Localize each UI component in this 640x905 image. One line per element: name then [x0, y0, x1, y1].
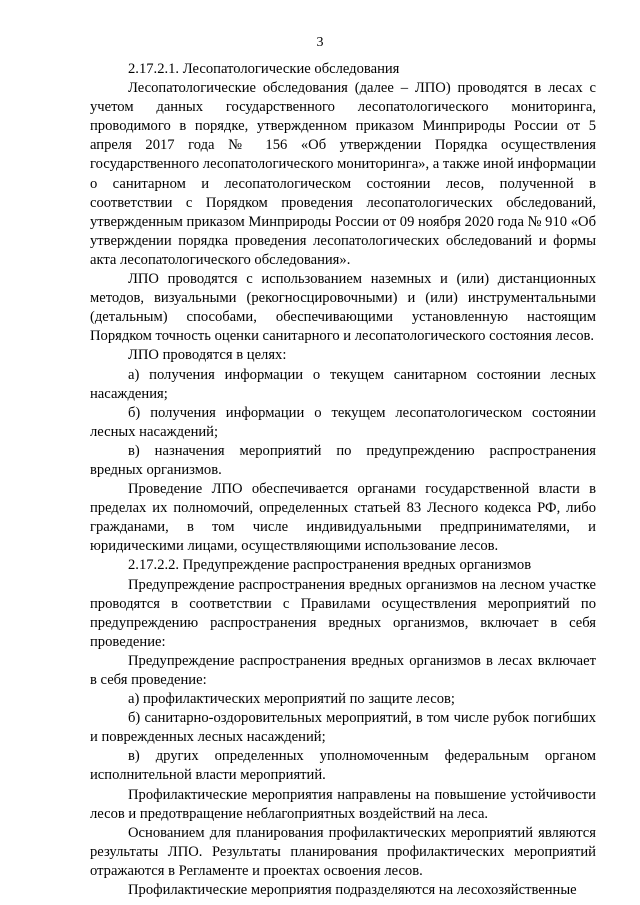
paragraph-prevention-forests: Предупреждение распространения вредных организмов в лесах включает в себя проведение:: [90, 652, 596, 688]
paragraph-planning-basis: Основанием для планирования профилактических мероприятий являются результаты ЛПО. Результаты планирования профилактических мероприятий отражаются в Регламенте и проектах освоения лесов.: [90, 824, 596, 879]
paragraph-lpo-definition: Лесопатологические обследования (далее – ЛПО) проводятся в лесах с учетом данных государственного лесопатологического мониторинга, проводимого в порядке, утвержденном приказом Минприроды России от 5 апреля 2017 года № 156 «Об утверждении Порядка осуществления государственного лесопатологического мониторинга», а также иной информации о санитарном и лесопатологическом состоянии лесов, полученной в соответствии с Порядком проведения лесопатологических обследований, утвержденным приказом Минприроды России от 09 ноября 2020 года № 910 «Об утверждении порядка проведения лесопатологических обследований и формы акта лесопатологического обследования».: [90, 80, 596, 268]
paragraph-lpo-provision: Проведение ЛПО обеспечивается органами государственной власти в пределах их полномочий, определенных статьей 83 Лесного кодекса РФ, либо гражданами, в том числе индивидуальными предпринимателями, и юридическими лицами, осуществляющими использование лесов.: [90, 481, 596, 555]
paragraph-lpo-methods: ЛПО проводятся с использованием наземных и (или) дистанционных методов, визуальными (рекогносцировочными) и (или) инструментальными (детальным) способами, обеспечивающими установленную настоящим Порядком точность оценки санитарного и лесопатологического состояния лесов.: [90, 271, 596, 345]
paragraph-preventive-measures: Профилактические мероприятия направлены на повышение устойчивости лесов и предотвращение неблагоприятных воздействий на леса.: [90, 786, 596, 822]
list-item-v-prevention: в) других определенных уполномоченным федеральным органом исполнительной власти мероприятий.: [90, 748, 596, 784]
list-item-v: в) назначения мероприятий по предупреждению распространения вредных организмов.: [90, 442, 596, 478]
paragraph-measures-division: Профилактические мероприятия подразделяются на лесохозяйственные: [128, 882, 577, 899]
list-item-b-prevention: б) санитарно-оздоровительных мероприятий, в том числе рубок погибших и поврежденных лесных насаждений;: [90, 710, 596, 746]
page-number: 3: [316, 35, 324, 50]
section-heading-2-17-2-2: 2.17.2.2. Предупреждение распространения вредных организмов: [128, 557, 532, 574]
list-item-a-prevention: а) профилактических мероприятий по защите лесов;: [128, 691, 455, 708]
document-body: [90, 60, 596, 900]
paragraph-lpo-purposes: ЛПО проводятся в целях:: [128, 347, 287, 364]
list-item-a: а) получения информации о текущем санитарном состоянии лесных насаждения;: [90, 366, 596, 402]
list-item-b: б) получения информации о текущем лесопатологическом состоянии лесных насаждений;: [90, 404, 596, 440]
section-heading-2-17-2-1: 2.17.2.1. Лесопатологические обследования: [128, 61, 400, 77]
paragraph-prevention-site: Предупреждение распространения вредных организмов на лесном участке проводятся в соответствии с Правилами осуществления мероприятий по предупреждению распространения вредных организмов, включает в себя проведение:: [90, 576, 596, 650]
